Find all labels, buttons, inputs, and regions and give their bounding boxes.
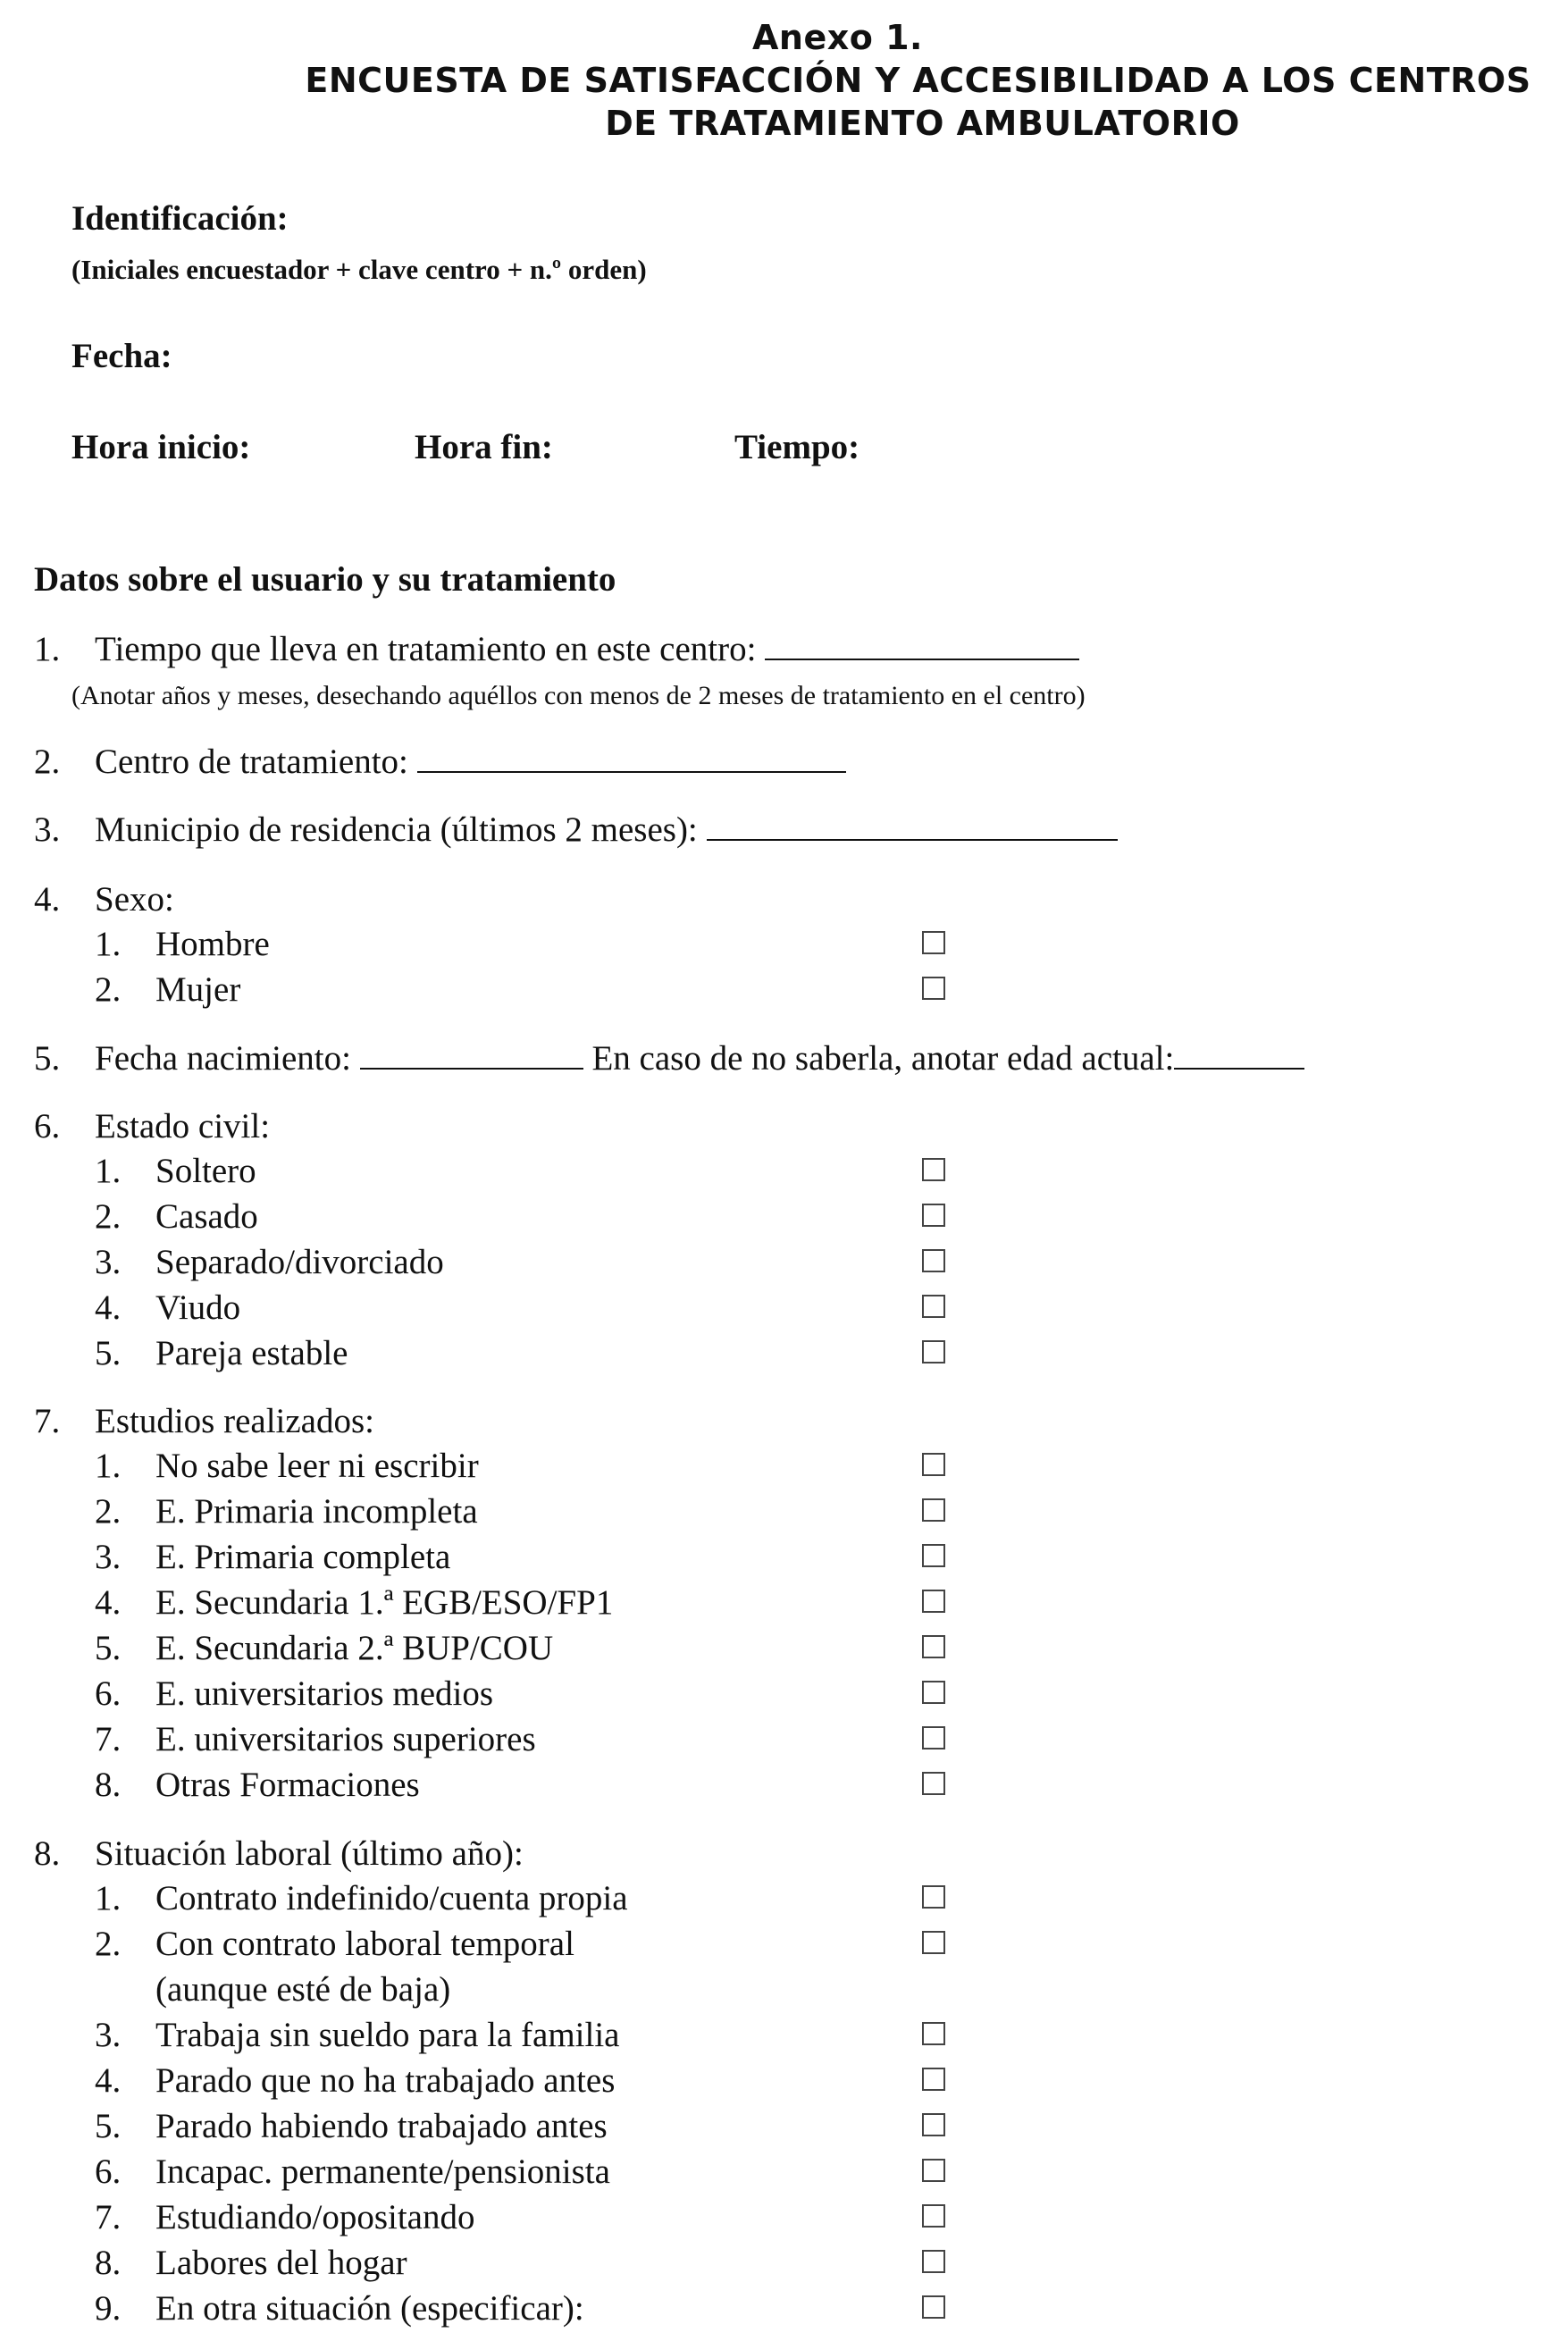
option-number: 1.: [95, 1447, 122, 1485]
option-checkbox[interactable]: [922, 1772, 945, 1795]
question-text: [95, 810, 1118, 850]
option-label: E. Primaria incompleta: [155, 1492, 478, 1531]
option-label: Pareja estable: [155, 1334, 348, 1372]
option-checkbox[interactable]: [922, 1931, 945, 1954]
option-number: 1.: [95, 1879, 122, 1917]
option-checkbox[interactable]: [922, 1885, 945, 1909]
question-number: 1.: [34, 630, 61, 668]
question-text: [95, 1038, 1304, 1078]
identification-hint: (Iniciales encuestador + clave centro + n.º orden): [71, 254, 647, 285]
identification-label: Identificación:: [71, 199, 289, 238]
option-label: Parado habiendo trabajado antes: [155, 2107, 608, 2145]
start-time-label: Hora inicio:: [71, 428, 251, 466]
option-label: E. Secundaria 2.ª BUP/COU: [155, 1629, 554, 1667]
question-number: 7.: [34, 1402, 61, 1440]
option-number: 4.: [95, 2061, 122, 2100]
option-number: 1.: [95, 925, 122, 963]
option-number: 6.: [95, 1674, 122, 1713]
option-number: 2.: [95, 970, 122, 1009]
option-checkbox[interactable]: [922, 2022, 945, 2045]
question-label-secondary: En caso de no saberla, anotar edad actual:: [591, 1039, 1175, 1078]
option-checkbox[interactable]: [922, 1681, 945, 1704]
option-checkbox[interactable]: [922, 1453, 945, 1476]
option-checkbox[interactable]: [922, 931, 945, 954]
age-field[interactable]: [1174, 1039, 1304, 1070]
question-number: 6.: [34, 1107, 61, 1145]
option-number: 3.: [95, 2016, 122, 2054]
option-number: 1.: [95, 1152, 122, 1190]
question-text: [95, 629, 1079, 669]
option-checkbox[interactable]: [922, 1635, 945, 1658]
question-label: Sexo:: [95, 880, 174, 919]
option-label: Soltero: [155, 1152, 256, 1190]
option-label: E. Primaria completa: [155, 1538, 451, 1576]
option-number: 3.: [95, 1243, 122, 1281]
annex-label: Anexo 1.: [752, 18, 923, 57]
question-label: Estudios realizados:: [95, 1402, 375, 1440]
survey-title-line-1: ENCUESTA DE SATISFACCIÓN Y ACCESIBILIDAD A LOS CENTROS: [305, 61, 1531, 100]
option-number: 8.: [95, 1766, 122, 1804]
question-number: 2.: [34, 743, 61, 781]
question-text: [95, 742, 846, 782]
question-number: 4.: [34, 880, 61, 919]
option-number: 7.: [95, 1720, 122, 1758]
question-label: Situación laboral (último año):: [95, 1834, 524, 1873]
option-label: Mujer: [155, 970, 241, 1009]
option-label: No sabe leer ni escribir: [155, 1447, 479, 1485]
survey-title-line-2: DE TRATAMIENTO AMBULATORIO: [605, 104, 1240, 143]
option-number: 7.: [95, 2198, 122, 2236]
option-number: 5.: [95, 1629, 122, 1667]
option-number: 8.: [95, 2244, 122, 2282]
option-label: Estudiando/opositando: [155, 2198, 475, 2236]
option-label: Trabaja sin sueldo para la familia: [155, 2016, 620, 2054]
option-number: 2.: [95, 1197, 122, 1236]
option-label: Casado: [155, 1197, 258, 1236]
option-number: 6.: [95, 2152, 122, 2191]
birth-date-field[interactable]: [360, 1039, 583, 1070]
option-checkbox[interactable]: [922, 1158, 945, 1181]
option-label: Hombre: [155, 925, 270, 963]
option-checkbox[interactable]: [922, 1340, 945, 1363]
option-label: E. universitarios medios: [155, 1674, 494, 1713]
option-label: E. Secundaria 1.ª EGB/ESO/FP1: [155, 1583, 614, 1622]
option-checkbox[interactable]: [922, 1498, 945, 1522]
option-checkbox[interactable]: [922, 1726, 945, 1749]
option-number: 9.: [95, 2289, 122, 2328]
option-checkbox[interactable]: [922, 1590, 945, 1613]
treatment-center-field[interactable]: [417, 743, 846, 773]
duration-label: Tiempo:: [734, 428, 860, 466]
option-number: 4.: [95, 1288, 122, 1327]
option-label: Labores del hogar: [155, 2244, 407, 2282]
option-checkbox[interactable]: [922, 2113, 945, 2136]
section-title: Datos sobre el usuario y su tratamiento: [34, 560, 616, 599]
option-checkbox[interactable]: [922, 1295, 945, 1318]
date-label: Fecha:: [71, 337, 172, 375]
option-label: Contrato indefinido/cuenta propia: [155, 1879, 628, 1917]
end-time-label: Hora fin:: [415, 428, 553, 466]
option-label: Otras Formaciones: [155, 1766, 420, 1804]
option-number: 3.: [95, 1538, 122, 1576]
question-note: (Anotar años y meses, desechando aquéllos con menos de 2 meses de tratamiento en el centro): [71, 681, 1086, 710]
option-checkbox[interactable]: [922, 2295, 945, 2319]
option-checkbox[interactable]: [922, 1544, 945, 1567]
question-number: 5.: [34, 1039, 61, 1078]
residence-field[interactable]: [707, 810, 1118, 841]
option-label: En otra situación (especificar):: [155, 2289, 584, 2328]
option-number: 4.: [95, 1583, 122, 1622]
treatment-time-field[interactable]: [765, 630, 1079, 660]
option-checkbox[interactable]: [922, 2159, 945, 2182]
question-label: Fecha nacimiento:: [95, 1039, 351, 1078]
option-label-continuation: (aunque esté de baja): [155, 1970, 451, 2009]
option-label: Con contrato laboral temporal: [155, 1925, 574, 1963]
option-label: E. universitarios superiores: [155, 1720, 536, 1758]
option-checkbox[interactable]: [922, 977, 945, 1000]
option-checkbox[interactable]: [922, 1204, 945, 1227]
question-number: 3.: [34, 810, 61, 849]
option-label: Parado que no ha trabajado antes: [155, 2061, 616, 2100]
title-block: [0, 16, 1568, 145]
question-number: 8.: [34, 1834, 61, 1873]
question-label: Estado civil:: [95, 1107, 271, 1145]
option-checkbox[interactable]: [922, 2204, 945, 2228]
option-number: 5.: [95, 2107, 122, 2145]
option-number: 2.: [95, 1492, 122, 1531]
option-label: Separado/divorciado: [155, 1243, 444, 1281]
question-label: Municipio de residencia (últimos 2 meses):: [95, 810, 698, 849]
option-number: 2.: [95, 1925, 122, 1963]
option-number: 5.: [95, 1334, 122, 1372]
option-label: Incapac. permanente/pensionista: [155, 2152, 610, 2191]
option-label: Viudo: [155, 1288, 241, 1327]
option-checkbox[interactable]: [922, 1249, 945, 1272]
question-label: Centro de tratamiento:: [95, 743, 408, 781]
option-checkbox[interactable]: [922, 2068, 945, 2091]
question-label: Tiempo que lleva en tratamiento en este centro:: [95, 630, 757, 668]
option-checkbox[interactable]: [922, 2250, 945, 2273]
